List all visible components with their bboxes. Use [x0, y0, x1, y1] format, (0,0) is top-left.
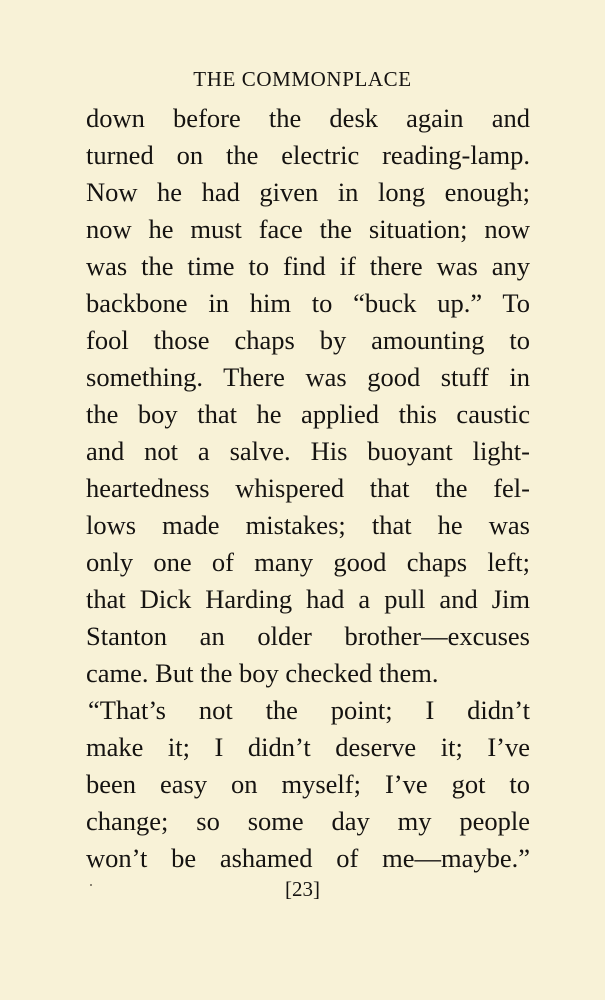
text-line: make it; I didn’t deserve it; I’ve [86, 732, 530, 762]
text-line: only one of many good chaps left; [86, 547, 530, 577]
text-line: now he must face the situation; now [86, 214, 530, 244]
text-line: the boy that he applied this caustic [86, 399, 530, 429]
text-line: heartedness whispered that the fel- [86, 473, 530, 503]
text-line: something. There was good stuff in [86, 362, 530, 392]
text-line: backbone in him to “buck up.” To [86, 288, 530, 318]
text-line: that Dick Harding had a pull and Jim [86, 584, 530, 614]
text-line: been easy on myself; I’ve got to [86, 769, 530, 799]
body-text [86, 100, 530, 877]
text-line: fool those chaps by amounting to [86, 325, 530, 355]
page-number: [23] [285, 877, 320, 901]
running-head: THE COMMONPLACE [193, 67, 412, 91]
text-line: was the time to find if there was any [86, 251, 530, 281]
paragraph-end-line: came. But the boy checked them. [86, 658, 439, 688]
text-line: turned on the electric reading-lamp. [86, 140, 530, 170]
text-line: lows made mistakes; that he was [86, 510, 530, 540]
dialogue-first-line: “That’s not the point; I didn’t [88, 695, 530, 725]
text-line: won’t be ashamed of me—maybe.” [86, 843, 530, 873]
text-line: Now he had given in long enough; [86, 177, 530, 207]
text-line: and not a salve. His buoyant light- [86, 436, 530, 466]
text-line: change; so some day my people [86, 806, 530, 836]
text-line: down before the desk again and [86, 103, 530, 133]
text-line: Stanton an older brother—excuses [86, 621, 530, 651]
